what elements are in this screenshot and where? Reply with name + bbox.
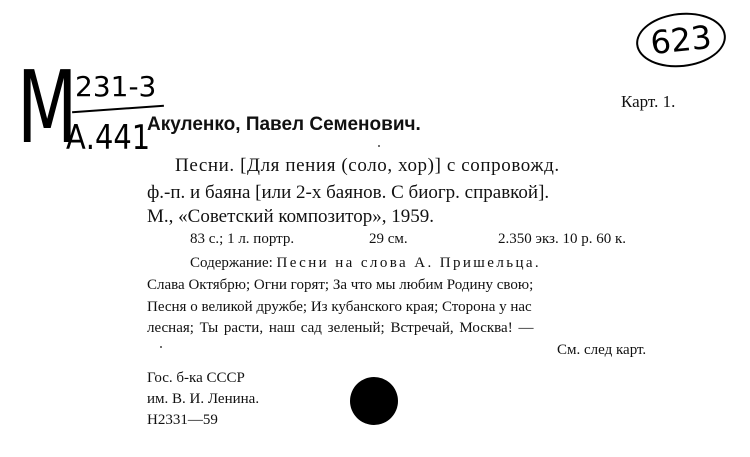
library-line: им. В. И. Ленина. xyxy=(147,391,260,407)
contents-heading: Песни на слова А. Пришельца. xyxy=(276,255,542,271)
title-line: Песни. [Для пения (соло, хор)] с сопровожд. xyxy=(175,155,560,176)
contents-line: лесная; Ты расти, наш сад зеленый; Встречай, Москва! — xyxy=(147,320,534,336)
collation-pages: 83 с.; 1 л. портр. xyxy=(190,231,295,247)
contents-line: Слава Октябрю; Огни горят; За что мы любим Родину свою; xyxy=(147,277,534,293)
library-line: Гос. б-ка СССР xyxy=(147,370,245,386)
shelf-code-underline xyxy=(72,105,164,113)
punch-hole xyxy=(350,377,398,425)
card-number: Карт. 1. xyxy=(621,92,676,111)
library-code: Н2331—59 xyxy=(147,412,218,428)
shelf-code-top: 231-3 xyxy=(75,70,157,103)
title-line: ф.-п. и баяна [или 2-х баянов. С биогр. справкой]. xyxy=(147,182,550,203)
contents-header xyxy=(190,255,541,272)
title-line: М., «Советский композитор», 1959. xyxy=(147,206,434,227)
shelf-code-bottom: А.441 xyxy=(66,118,151,158)
circled-number: 623 xyxy=(633,8,728,71)
contents-label: Содержание: xyxy=(190,255,273,271)
collation-size: 29 см. xyxy=(369,231,408,247)
shelf-letter: М xyxy=(17,49,78,166)
dust-speck xyxy=(160,346,162,348)
dust-speck xyxy=(378,145,380,147)
author-heading: Акуленко, Павел Семенович. xyxy=(147,114,421,135)
collation-price: 2.350 экз. 10 р. 60 к. xyxy=(498,231,626,247)
see-next-card: См. след карт. xyxy=(557,342,647,358)
contents-line: Песня о великой дружбе; Из кубанского края; Сторона у нас xyxy=(147,299,532,315)
